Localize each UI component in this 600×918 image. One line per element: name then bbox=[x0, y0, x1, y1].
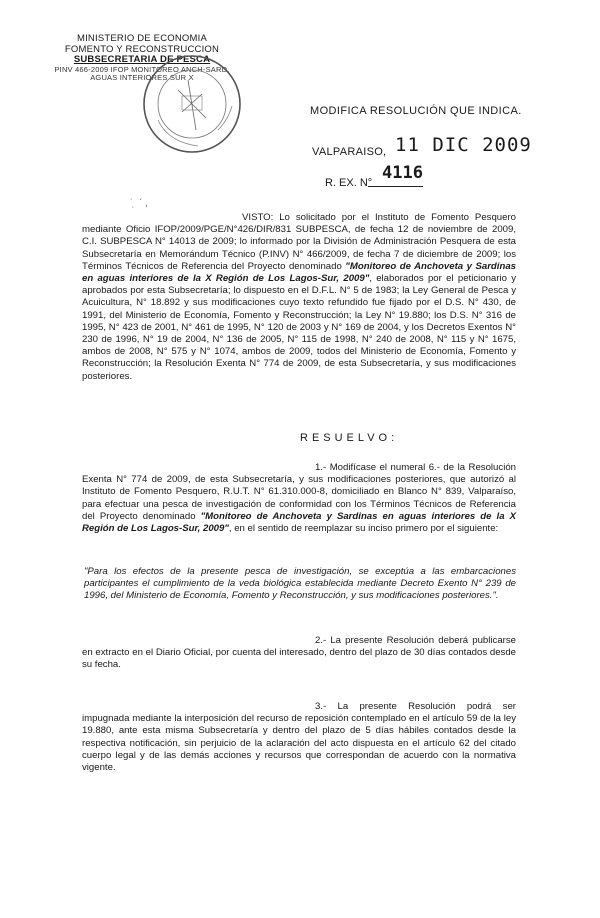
article-1-paragraph bbox=[82, 462, 516, 535]
resuelvo-heading: RESUELVO: bbox=[300, 432, 399, 444]
header-line-ministry: MINISTERIO DE ECONOMIA bbox=[76, 33, 208, 44]
official-seal-stamp bbox=[138, 50, 246, 158]
resolution-title: MODIFICA RESOLUCIÓN QUE INDICA. bbox=[310, 105, 522, 117]
rex-label: R. EX. N° bbox=[325, 177, 373, 189]
scribble-mark: ˙ ̣ ˊ , bbox=[130, 198, 148, 209]
visto-paragraph bbox=[82, 212, 516, 383]
article-2-paragraph: 2.- La presente Resolución deberá publicarse en extracto en el Diario Oficial, por cuenta del interesado, dentro del plazo de 30 días contados desde su fecha. bbox=[82, 635, 516, 671]
place-label: VALPARAISO, bbox=[312, 146, 387, 158]
rex-underline bbox=[368, 186, 423, 187]
visto-project-name: "Monitoreo de Anchoveta y Sardinas en aguas interiores de la X Región de Los Lagos-Sur, 2009" bbox=[82, 260, 516, 285]
article-1-text-2: , en el sentido de reemplazar su inciso primero por el siguiente: bbox=[228, 523, 499, 535]
article-1-project-name: "Monitoreo de Anchoveta y Sardinas en aguas interiores de la X Región de Los Lagos-Sur, 2009" bbox=[82, 510, 516, 535]
visto-text-1: VISTO: Lo solicitado por el Instituto de Fomento Pesquero mediante Oficio IFOP/2009/PGE/N°426/DIR/831 SUBPESCA, de fecha 12 de noviembre de 2009, C.I. SUBPESCA N° 14013 de 2009; lo informado por la División de Administración Pesquera de esta Subsecretaría en Memorándum Técnico (P.INV) N° 466/2009, de fecha 7 de diciembre de 2009; los Términos Técnicos de Referencia del Proyecto denominado bbox=[82, 212, 516, 272]
header-line-subsecretaria: SUBSECRETARIA DE PESCA bbox=[73, 54, 211, 65]
visto-text-2: , elaborados por el peticionario y aprobados por esta Subsecretaría; lo dispuesto en el D.F.L. N° 5 de 1983; la Ley General de Pesca y Acuicultura, N° 18.892 y sus modificaciones cuyo texto refundido fue fijado por el D.S. N° 430, de 1991, del Ministerio de Economía, Fomento y Reconstrucción; la Ley N° 19.880; los D.S. N° 316 de 1995, N° 423 de 2001, N° 461 de 1995, N° 120 de 2003 y N° 169 de 2004, y los Decretos Exentos N° 230 de 1996, N° 19 de 2004, N° 136 de 2005, N° 115 de 1998, N° 240 de 2008, N° 115 y N° 1675, ambos de 2008, N° 575 y N° 1074, ambos de 2009, todos del Ministerio de Economía, Fomento y Reconstrucción; la Resolución Exenta N° 774 de 2009, de esta Subsecretaría, y sus modificaciones posteriores. bbox=[82, 273, 516, 382]
header-line-fomento: FOMENTO Y RECONSTRUCCION bbox=[64, 43, 220, 55]
date-stamp: 11 DIC 2009 bbox=[395, 134, 532, 156]
article-3-paragraph: 3.- La presente Resolución podrá ser impugnada mediante la interposición del recurso de reposición contemplado en el artículo 59 de la ley 19.880, ante esta misma Subsecretaría y dentro del plazo de 5 días hábiles contados desde la respectiva notificación, sin perjuicio de la aclaración del acto dispuesta en el artículo 62 del citado cuerpo legal y de las demás acciones y recursos que correspondan de acuerdo con la normativa vigente. bbox=[82, 701, 516, 774]
header-line-ref: PINV 466-2009 IFOP MONITOREO ANCH-SARD. bbox=[54, 64, 230, 74]
rex-number: 4116 bbox=[382, 163, 423, 183]
article-1-text-1: 1.- Modifícase el numeral 6.- de la Resolución Exenta N° 774 de 2009, de esta Subsecretaría, y sus modificaciones posteriores, que autorizó al Instituto de Fomento Pesquero, R.U.T. N° 61.310.000-8, domiciliado en Blanco N° 839, Valparaíso, para efectuar una pesca de investigación de conformidad con los Términos Técnicos de Referencia del Proyecto denominado bbox=[82, 462, 516, 522]
header-line-ref2: AGUAS INTERIORES SUR X bbox=[90, 73, 194, 82]
replacement-quote: "Para los efectos de la presente pesca de investigación, se exceptúa a las embarcaciones participantes el cumplimiento de la veda biológica establecida mediante Decreto Exento N° 239 de 1996, del Ministerio de Economía, Fomento y Reconstrucción, y sus modificaciones posteriores.". bbox=[84, 566, 516, 602]
